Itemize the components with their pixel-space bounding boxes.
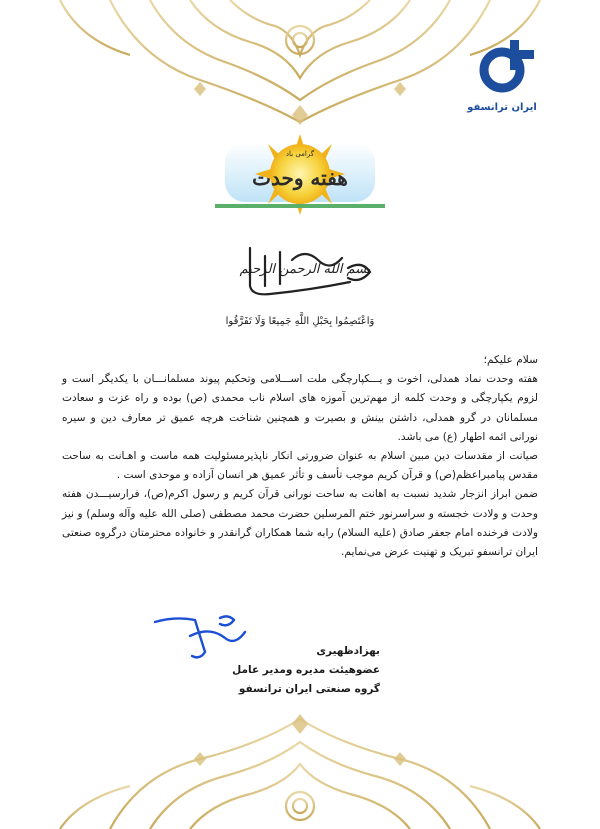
banner-title: هفته وحدت bbox=[252, 166, 348, 190]
paragraph-1: هفته وحدت نماد همدلی، اخوت و یـــکپارچگی ملت اســـلامی وتحکیم پیوند مسلمانـــان با یکدیگر است و لزوم یکپارچگی و وحدت کلمه از مهم‌ترین آموزه های اسلام ناب محمدی (ص) بوده و راه عزت و سعادت مسلمانان در گرو همدلی، داشتن بینش و بصیرت و همچنین شناخت هرچه عمیق تر معارف دین و سیره نورانی ائمه اطهار (ع) می باشد. bbox=[62, 373, 538, 443]
greeting: سلام علیکم؛ bbox=[483, 354, 538, 366]
paragraph-3: ضمن ابراز انزجار شدید نسبت به اهانت به ساحت نورانی قرآن کریم و رسول اکرم(ص)، فرارسیـــدن هفته وحدت و ولادت خجسته و سراسرنور ختم المرسلین حضرت محمد مصطفی (صلی الله علیه وآله وسلم) و نیز ولادت فرخنده امام جعفر صادق (علیه السلام) رابه شما همکاران گرانقدر و خانواده محترمتان درگروه صنعتی ایران ترانسفو تبریک و تهنیت عرض می‌نمایم. bbox=[62, 488, 538, 559]
logo-company-name: ایران ترانسفو bbox=[467, 102, 537, 113]
iran-transfo-logo-icon bbox=[470, 40, 534, 96]
signature-block bbox=[230, 642, 380, 699]
banner-subtitle: گرامی باد bbox=[285, 150, 315, 158]
basmala-calligraphy bbox=[230, 238, 380, 308]
letter-body bbox=[62, 351, 538, 562]
basmala-text: بسم الله الرحمن الرحیم bbox=[239, 262, 371, 277]
signer-name: بهزادظهیری bbox=[316, 645, 380, 657]
paragraph-2: صیانت از مقدسات دین مبین اسلام به عنوان ضرورتی انکار ناپذیرمسئولیت همه ماست و اهـانت به ساحت مقدس پیامبراعظم(ص) و قرآن کریم موجب تأسف و تأثر عمیق هر انسان آزاده و موحدی است . bbox=[62, 450, 538, 482]
bottom-ornament bbox=[0, 714, 600, 829]
signer-organization: گروه صنعتی ایران ترانسفو bbox=[238, 683, 380, 695]
quran-verse: وَاعْتَصِمُوا بِحَبْلِ اللَّهِ جَمِيعًا وَلَا تَفَرَّقُوا bbox=[225, 316, 375, 327]
signer-title: عضوهیئت مدیره ومدیر عامل bbox=[232, 664, 380, 676]
company-logo bbox=[466, 40, 538, 113]
